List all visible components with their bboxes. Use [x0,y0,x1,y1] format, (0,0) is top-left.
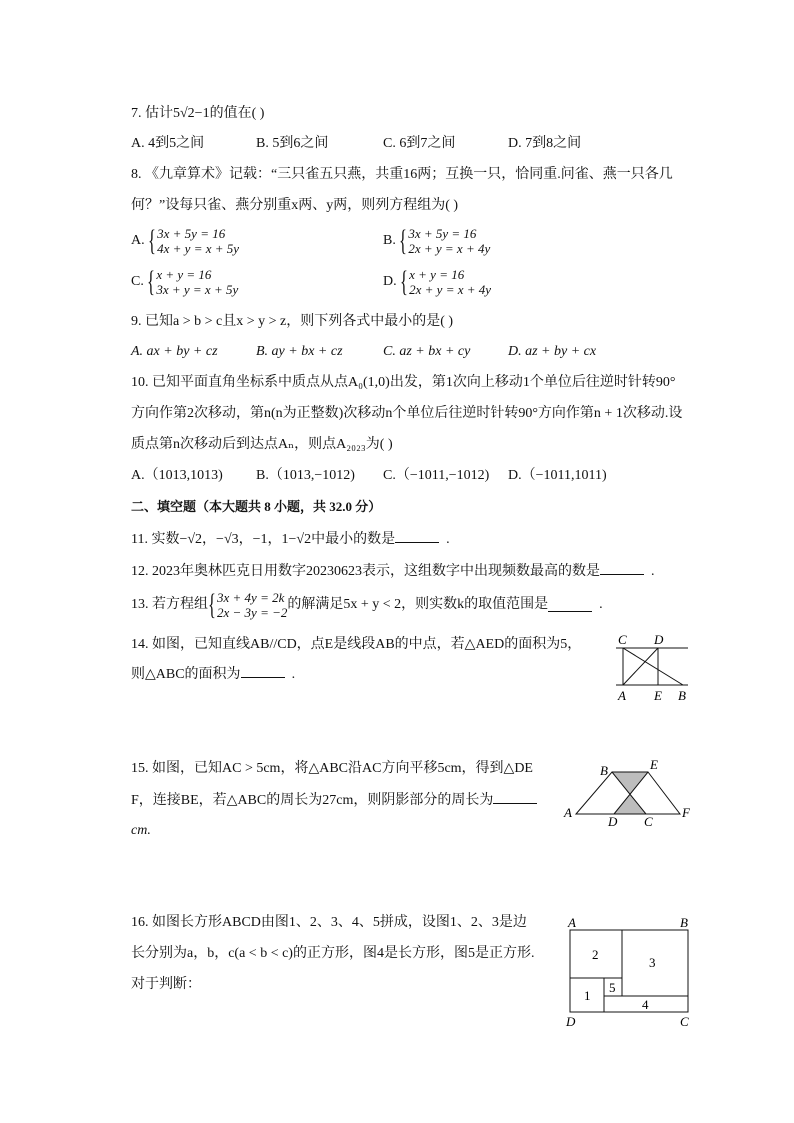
q8-d-eq2: 2x + y = x + 4y [409,282,492,297]
q12 [131,562,655,581]
q7-stem: 7. 估计5√2−1的值在( ) [131,106,265,121]
q15-shade-bottom [614,794,646,814]
q7-option-b: B. 5到6之间 [256,136,329,151]
q11 [131,530,450,549]
q13-prefix: 13. 若方程组 [131,597,208,612]
q16-label-3: 3 [649,955,656,970]
q15-figure [560,756,695,828]
q8-line2: 何？”设每只雀、燕分别重x两、y两，则列方程组为( ) [131,198,459,213]
q14-label-a: A [618,688,626,703]
q8-option-d-label: D. [383,274,397,289]
q8-c-eq1: x + y = 16 [156,267,212,282]
q14-line2 [131,665,295,684]
q10-line3: 质点第n次移动后到达点Aₙ，则点A₂₀₂₃为( ) [131,437,393,452]
q14-figure [612,630,692,705]
q8-option-c-label: C. [131,274,144,289]
q15-label-d: D [608,814,618,828]
q15-line3: cm. [131,823,151,838]
q15-line2-text: F，连接BE，若△ABC的周长为27cm，则阴影部分的周长为 [131,793,494,808]
q8-option-b-label: B. [383,233,396,248]
q15-line1: 15. 如图，已知AC > 5cm，将△ABC沿AC方向平移5cm，得到△DE [131,761,533,776]
q8-option-a-system: { 3x + 5y = 16 4x + y = x + 5y [148,224,240,257]
q11-answer-blank[interactable] [395,530,439,543]
q7-option-d: D. 7到8之间 [508,136,582,151]
q8-line1: 8. 《九章算术》记载：“三只雀五只燕，共重16两；互换一只，恰同重.问雀、燕一只各几 [131,167,673,182]
q13-eq1: 3x + 4y = 2k [217,590,285,605]
q13-answer-blank[interactable] [548,599,592,612]
q15-label-e: E [650,757,658,772]
q13-system: { 3x + 4y = 2k 2x − 3y = −2 [208,588,288,621]
q8-option-a [131,226,239,256]
q16-line2: 长分别为a，b，c(a < b < c)的正方形，图4是长方形，图5是正方形. [131,946,535,961]
q9-stem: 9. 已知a > b > c且x > y > z，则下列各式中最小的是( ) [131,314,454,329]
q14-label-b: B [678,688,686,703]
q14-answer-blank[interactable] [241,665,285,678]
q11-text: 11. 实数−√2，−√3，−1，1−√2中最小的数是 [131,532,396,547]
q7-option-a: A. 4到5之间 [131,136,205,151]
q9-option-d: D. az + by + cx [508,344,597,359]
q8-option-b-system: { 3x + 5y = 16 2x + y = x + 4y [399,224,491,257]
q16-line3: 对于判断： [131,977,201,992]
q8-a-eq1: 3x + 5y = 16 [157,226,226,241]
q11-end: . [446,532,450,547]
q15-answer-blank[interactable] [493,791,537,804]
q14-line1: 14. 如图，已知直线AB//CD，点E是线段AB的中点，若△AED的面积为5， [131,637,582,652]
q16-figure [562,914,694,1030]
q14-line2-text: 则△ABC的面积为 [131,667,241,682]
q8-option-d-system: { x + y = 16 2x + y = x + 4y [400,265,492,298]
q9-option-c: C. az + bx + cy [383,344,471,359]
q8-option-a-label: A. [131,233,145,248]
q16-label-5: 5 [609,980,616,995]
q10-line2: 方向作第2次移动，第n(n为正整数)次移动n个单位后往逆时针转90°方向作第n + 1次移动.设 [131,406,683,421]
q16-label-2: 2 [592,947,599,962]
q8-option-d [383,267,491,297]
q10-line1: 10. 已知平面直角坐标系中质点从点A₀(1,0)出发，第1次向上移动1个单位后往逆时针转90° [131,375,676,390]
q14-label-c: C [618,632,627,647]
q15-label-c: C [644,814,653,828]
q14-label-d: D [654,632,664,647]
q13-end: . [599,597,603,612]
q13-eq2: 2x − 3y = −2 [217,605,288,620]
q16-label-c: C [680,1014,689,1029]
q9-option-b: B. ay + bx + cz [256,344,343,359]
q15-label-a: A [564,805,572,820]
q12-text: 12. 2023年奥林匹克日用数字20230623表示，这组数字中出现频数最高的数是 [131,564,600,579]
q14-end: . [291,667,296,682]
q16-label-d: D [566,1014,576,1029]
q15-label-b: B [600,763,608,778]
q16-label-4: 4 [642,997,649,1012]
q16-label-a: A [568,915,576,930]
q10-option-b: B.（1013,−1012) [256,468,355,483]
q10-option-a: A.（1013,1013) [131,468,223,483]
q10-option-d: D.（−1011,1011) [508,468,607,483]
q14-label-e: E [654,688,662,703]
q12-end: . [651,564,655,579]
q8-c-eq2: 3x + y = x + 5y [156,282,239,297]
q8-option-b [383,226,490,256]
q13-suffix: 的解满足5x + y < 2，则实数k的取值范围是 [287,597,549,612]
q15-label-f: F [682,805,690,820]
q13 [131,590,603,620]
q8-option-c [131,267,238,297]
q8-b-eq2: 2x + y = x + 4y [408,241,491,256]
q15-shade-top [612,772,648,794]
q10-option-c: C.（−1011,−1012) [383,468,490,483]
q8-option-c-system: { x + y = 16 3x + y = x + 5y [147,265,239,298]
section-heading: 二、填空题（本大题共 8 小题，共 32.0 分） [131,499,382,514]
q15-line2 [131,791,537,810]
q7-option-c: C. 6到7之间 [383,136,456,151]
q8-a-eq2: 4x + y = x + 5y [157,241,240,256]
q16-line1: 16. 如图长方形ABCD由图1、2、3、4、5拼成，设图1、2、3是边 [131,915,527,930]
q16-label-b: B [680,915,688,930]
q12-answer-blank[interactable] [600,562,644,575]
q8-b-eq1: 3x + 5y = 16 [408,226,477,241]
q16-label-1: 1 [584,988,591,1003]
q8-d-eq1: x + y = 16 [409,267,465,282]
q9-option-a: A. ax + by + cz [131,344,218,359]
